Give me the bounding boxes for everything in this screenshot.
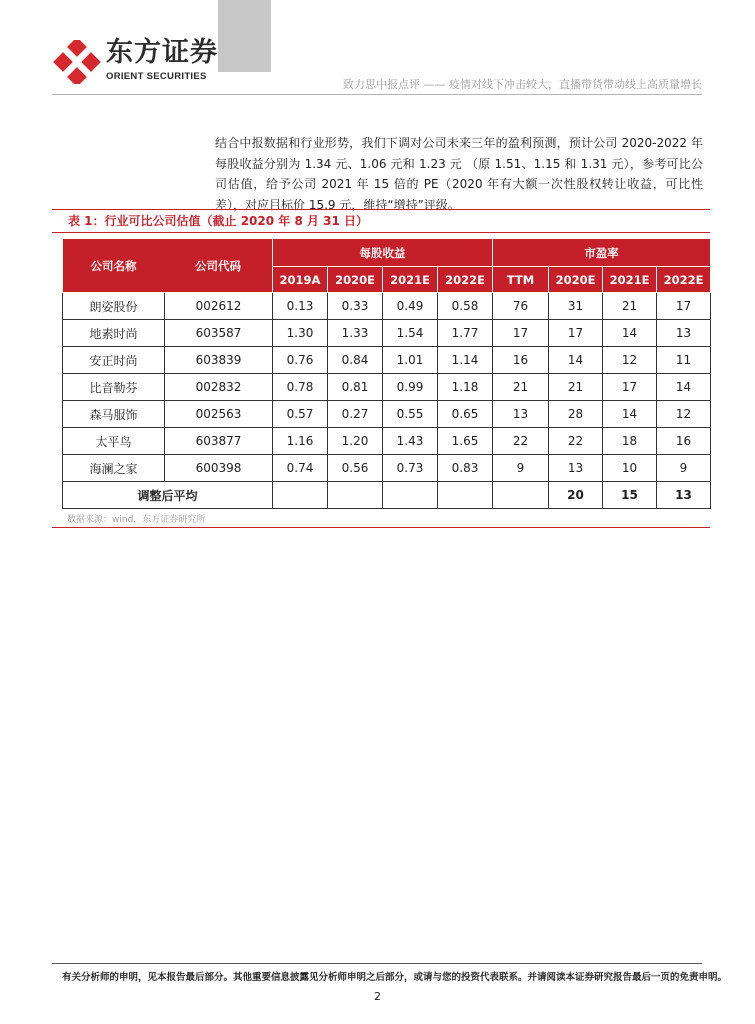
eps-cell: 0.74: [273, 455, 328, 482]
eps-cell: 1.43: [383, 428, 438, 455]
header-company-name: 公司名称: [90, 258, 137, 273]
eps-cell: 0.58: [438, 293, 493, 320]
table-row: [63, 374, 711, 401]
average-pe-cell: 20: [549, 482, 603, 509]
company-name: 海澜之家: [63, 455, 165, 481]
eps-cell: 1.16: [273, 428, 328, 455]
header-company-code: 公司代码: [195, 258, 241, 273]
pe-cell: 12: [603, 347, 657, 374]
table-row: [63, 401, 711, 428]
header-eps-group: 每股收益: [273, 239, 493, 267]
eps-cell: 0.84: [328, 347, 383, 374]
valuation-table: [62, 238, 711, 509]
average-pe-cell: [493, 482, 549, 509]
orient-securities-logo-icon: [52, 40, 102, 84]
header-eps-year: 2020E: [328, 267, 383, 293]
company-code: 002563: [195, 407, 242, 421]
table-title-rule: [52, 232, 710, 233]
company-cell: [63, 374, 273, 401]
company-code: 002612: [195, 299, 242, 313]
page-number: 2: [374, 990, 381, 1003]
company-code: 603587: [195, 326, 242, 340]
company-code: 600398: [195, 461, 242, 475]
pe-cell: 18: [603, 428, 657, 455]
eps-cell: 0.81: [328, 374, 383, 401]
pe-cell: 13: [657, 320, 711, 347]
company-code: 603839: [195, 353, 242, 367]
eps-cell: 0.78: [273, 374, 328, 401]
header-pe-year: 2021E: [603, 267, 657, 293]
eps-cell: 0.55: [383, 401, 438, 428]
table-row: [63, 428, 711, 455]
pe-cell: 9: [493, 455, 549, 482]
pe-cell: 14: [603, 401, 657, 428]
header-divider: [52, 94, 702, 95]
pe-cell: 21: [493, 374, 549, 401]
eps-cell: 1.33: [328, 320, 383, 347]
table-title: 表 1：行业可比公司估值（截止 2020 年 8 月 31 日）: [68, 214, 369, 228]
company-name: 朗姿股份: [63, 293, 165, 319]
company-cell: [63, 428, 273, 455]
company-name: 太平鸟: [63, 428, 165, 454]
pe-cell: 31: [549, 293, 603, 320]
eps-cell: 1.14: [438, 347, 493, 374]
company-cell: [63, 455, 273, 482]
average-eps-cell: [438, 482, 493, 509]
average-eps-cell: [273, 482, 328, 509]
pe-cell: 17: [549, 320, 603, 347]
company-cell: [63, 401, 273, 428]
header-tab-bar: [218, 0, 271, 72]
company-name: 比音勒芬: [63, 374, 165, 400]
header-eps-year: 2021E: [383, 267, 438, 293]
eps-cell: 0.49: [383, 293, 438, 320]
data-source-note: 数据来源：wind，东方证券研究所: [67, 515, 206, 525]
eps-cell: 1.30: [273, 320, 328, 347]
company-name: 地素时尚: [63, 320, 165, 346]
pe-cell: 17: [603, 374, 657, 401]
average-eps-cell: [328, 482, 383, 509]
pe-cell: 13: [493, 401, 549, 428]
eps-cell: 1.54: [383, 320, 438, 347]
eps-cell: 0.33: [328, 293, 383, 320]
eps-cell: 1.77: [438, 320, 493, 347]
eps-cell: 0.27: [328, 401, 383, 428]
pe-cell: 22: [493, 428, 549, 455]
pe-cell: 16: [657, 428, 711, 455]
company-name: 森马服饰: [63, 401, 165, 427]
average-label: 调整后平均: [63, 482, 273, 509]
eps-cell: 0.65: [438, 401, 493, 428]
table-bottom-rule: [52, 527, 710, 528]
pe-cell: 22: [549, 428, 603, 455]
footer-divider: [52, 963, 702, 964]
average-pe-cell: 15: [603, 482, 657, 509]
pe-cell: 28: [549, 401, 603, 428]
pe-cell: 12: [657, 401, 711, 428]
header-pe-group: 市盈率: [493, 239, 711, 267]
body-paragraph: 结合中报数据和行业形势，我们下调对公司未来三年的盈利预测，预计公司 2020-2022 年每股收益分别为 1.34 元、1.06 元和 1.23 元 （原 1.51、1.15 和 1.31 元），参考可比公司估值，给予公司 2021 年 15 倍的 PE（2020 年有大额一次性股权转让收益，可比性差），对应目标价 15.9 元，维持“增持”评级。: [215, 136, 703, 212]
logo-english-name: ORIENT SECURITIES: [106, 71, 207, 82]
eps-cell: 0.57: [273, 401, 328, 428]
pe-cell: 14: [549, 347, 603, 374]
company-cell: [63, 293, 273, 320]
header-pe-year: 2020E: [549, 267, 603, 293]
header-company-name-and-code: [63, 239, 273, 293]
average-eps-cell: [383, 482, 438, 509]
eps-cell: 0.76: [273, 347, 328, 374]
table-body: [63, 293, 711, 509]
pe-cell: 17: [657, 293, 711, 320]
average-row: [63, 482, 711, 509]
eps-cell: 0.99: [383, 374, 438, 401]
table-row: [63, 455, 711, 482]
eps-cell: 1.01: [383, 347, 438, 374]
company-code: 603877: [195, 434, 242, 448]
eps-cell: 1.65: [438, 428, 493, 455]
pe-cell: 14: [603, 320, 657, 347]
pe-cell: 9: [657, 455, 711, 482]
company-name: 安正时尚: [63, 347, 165, 373]
report-subtitle: 致力思中报点评 —— 疫情对线下冲击较大，直播带货带动线上高质量增长: [343, 78, 702, 91]
average-pe-cell: 13: [657, 482, 711, 509]
pe-cell: 21: [549, 374, 603, 401]
pe-cell: 21: [603, 293, 657, 320]
company-cell: [63, 347, 273, 374]
eps-cell: 1.20: [328, 428, 383, 455]
pe-cell: 16: [493, 347, 549, 374]
pe-cell: 17: [493, 320, 549, 347]
eps-cell: 0.73: [383, 455, 438, 482]
company-code: 002832: [195, 380, 242, 394]
header-eps-year: 2019A: [273, 267, 328, 293]
footer-disclaimer: 有关分析师的申明，见本报告最后部分。其他重要信息披露见分析师申明之后部分，或请与您的投资代表联系。并请阅读本证券研究报告最后一页的免责申明。: [62, 972, 728, 983]
table-row: [63, 293, 711, 320]
table-row: [63, 347, 711, 374]
eps-cell: 1.18: [438, 374, 493, 401]
logo-chinese-name: 东方证券: [106, 37, 218, 68]
eps-cell: 0.13: [273, 293, 328, 320]
pe-cell: 13: [549, 455, 603, 482]
pe-cell: 11: [657, 347, 711, 374]
header-eps-year: 2022E: [438, 267, 493, 293]
table-top-rule: [52, 209, 710, 210]
pe-cell: 14: [657, 374, 711, 401]
eps-cell: 0.56: [328, 455, 383, 482]
header-pe-year: TTM: [493, 267, 549, 293]
table-row: [63, 320, 711, 347]
header-pe-year: 2022E: [657, 267, 711, 293]
pe-cell: 10: [603, 455, 657, 482]
pe-cell: 76: [493, 293, 549, 320]
company-cell: [63, 320, 273, 347]
eps-cell: 0.83: [438, 455, 493, 482]
